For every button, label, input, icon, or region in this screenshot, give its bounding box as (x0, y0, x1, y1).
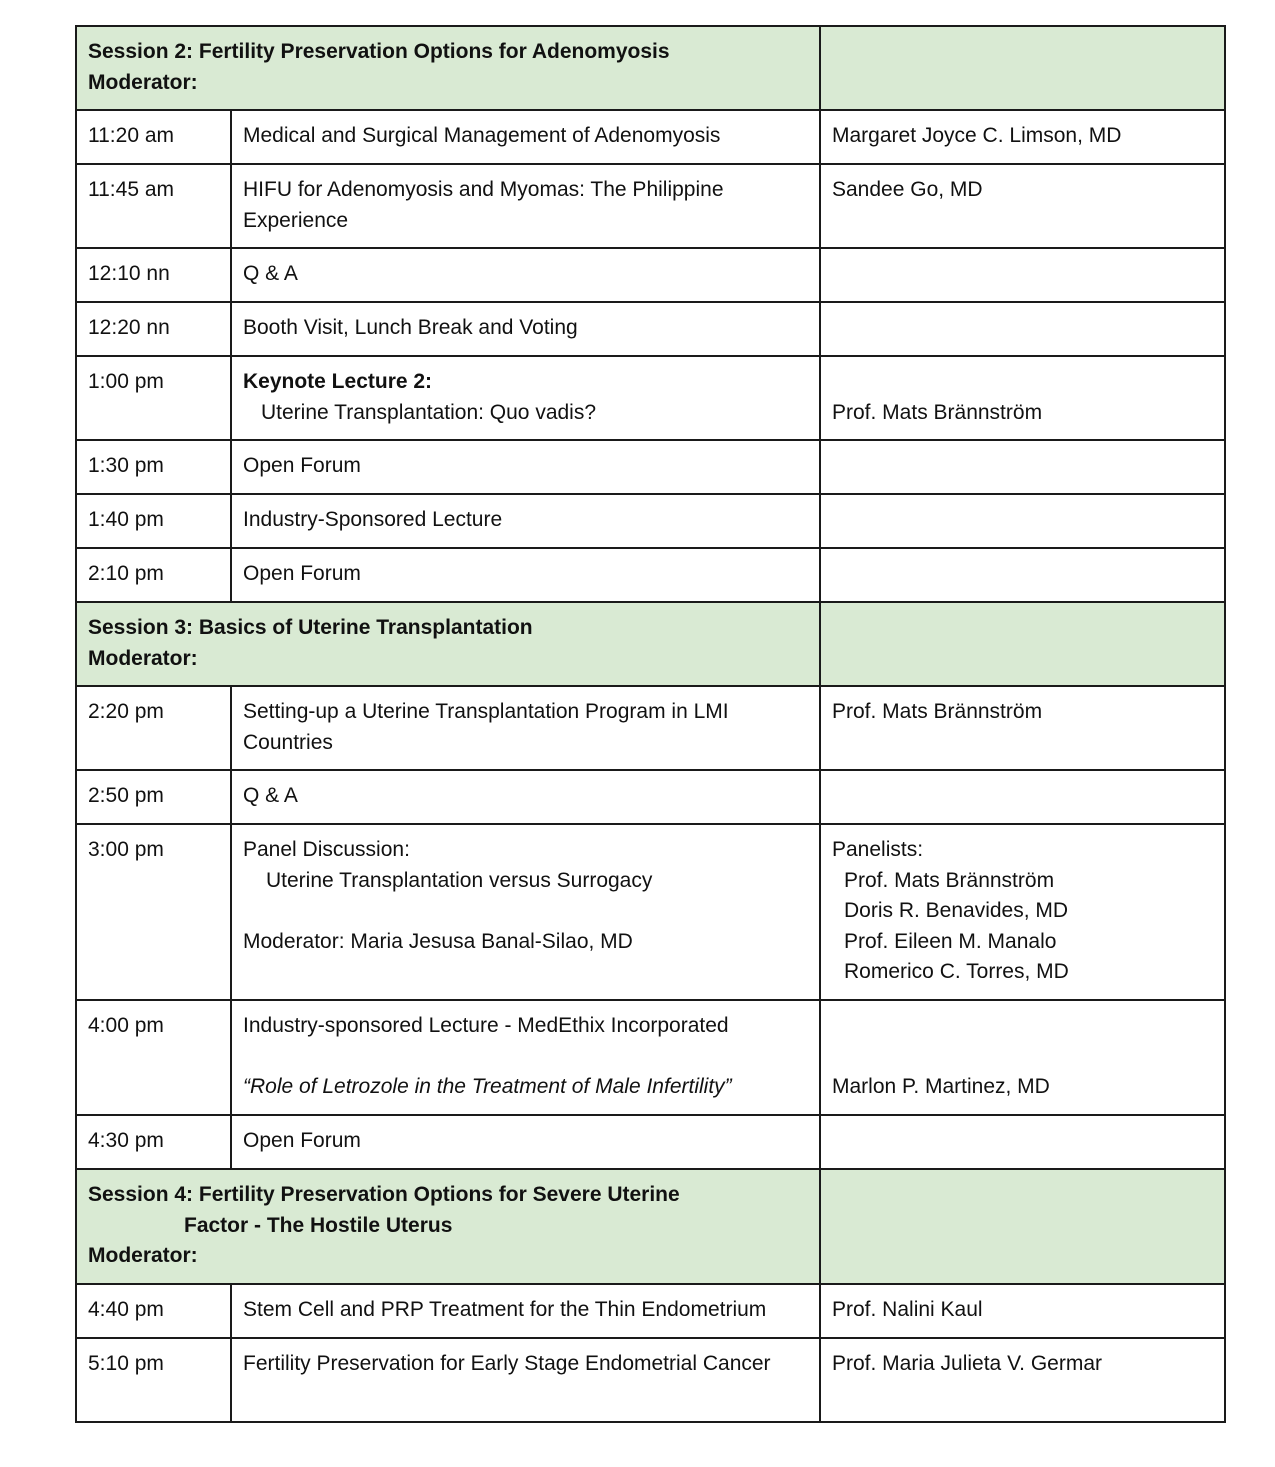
schedule-row (76, 494, 1225, 548)
session-moderator-label: Moderator: (88, 1244, 198, 1267)
industry-lecture-title: Industry-sponsored Lecture - MedEthix Incorporated (243, 1014, 729, 1037)
topic-cell (231, 1338, 820, 1422)
panelist-name: Prof. Mats Brännström (844, 868, 1055, 892)
session-title: Session 4: Fertility Preservation Options for Severe Uterine (88, 1183, 680, 1206)
topic-cell (231, 824, 820, 1000)
panelists-label: Panelists: (832, 838, 924, 861)
time-cell: 1:40 pm (76, 494, 231, 548)
time-cell: 3:00 pm (76, 824, 231, 1000)
time-cell: 2:50 pm (76, 770, 231, 824)
topic-cell: Open Forum (231, 1115, 820, 1169)
schedule-row (76, 164, 1225, 248)
industry-lecture-speaker: Marlon P. Martinez, MD (832, 1075, 1050, 1098)
topic-text: Setting-up a Uterine Transplantation Program in LMI Countries (243, 700, 729, 754)
time-cell: 2:10 pm (76, 548, 231, 602)
panel-topic: Uterine Transplantation versus Surrogacy (266, 868, 653, 892)
topic-text: Stem Cell and PRP Treatment for the Thin Endometrium (243, 1298, 767, 1321)
topic-cell: Booth Visit, Lunch Break and Voting (231, 302, 820, 356)
session-4-header-row (76, 1169, 1225, 1284)
session-4-title-cell (76, 1169, 820, 1284)
speaker-cell: Sandee Go, MD (820, 164, 1225, 248)
time-cell: 5:10 pm (76, 1338, 231, 1422)
topic-cell (231, 164, 820, 248)
schedule-row (76, 302, 1225, 356)
schedule-row (76, 686, 1225, 770)
time-cell: 11:45 am (76, 164, 231, 248)
speaker-cell (820, 1115, 1225, 1169)
speaker-cell (820, 440, 1225, 494)
keynote-label: Keynote Lecture 2: (243, 370, 433, 393)
speaker-cell: Prof. Nalini Kaul (820, 1284, 1225, 1338)
topic-cell (231, 110, 820, 164)
panel-discussion-row (76, 824, 1225, 1000)
schedule-row (76, 110, 1225, 164)
session-3-title-cell (76, 602, 820, 686)
topic-cell: Q & A (231, 248, 820, 302)
topic-cell: Q & A (231, 770, 820, 824)
schedule-row (76, 1338, 1225, 1422)
speaker-cell: Prof. Maria Julieta V. Germar (820, 1338, 1225, 1422)
speaker-cell (820, 248, 1225, 302)
speaker-cell (820, 356, 1225, 440)
keynote-row (76, 356, 1225, 440)
session-title-continued: Factor - The Hostile Uterus (184, 1213, 453, 1237)
schedule-row (76, 1284, 1225, 1338)
panelist-name: Prof. Eileen M. Manalo (844, 929, 1057, 953)
industry-lecture-subtitle: “Role of Letrozole in the Treatment of Male Infertility” (243, 1075, 732, 1098)
session-moderator-label: Moderator: (88, 646, 198, 670)
time-cell: 12:10 nn (76, 248, 231, 302)
speaker-cell (820, 494, 1225, 548)
topic-text: Fertility Preservation for Early Stage Endometrial Cancer (243, 1352, 771, 1375)
speaker-cell (820, 824, 1225, 1000)
schedule-row (76, 770, 1225, 824)
panelist-name: Doris R. Benavides, MD (844, 899, 1069, 922)
speaker-cell (820, 548, 1225, 602)
program-page (75, 25, 1224, 1423)
panel-label: Panel Discussion: (243, 838, 410, 861)
spacer (832, 367, 1214, 398)
panel-moderator: Moderator: Maria Jesusa Banal-Silao, MD (243, 929, 633, 953)
topic-cell: Open Forum (231, 548, 820, 602)
time-cell: 4:30 pm (76, 1115, 231, 1169)
keynote-title: Uterine Transplantation: Quo vadis? (261, 400, 597, 424)
schedule-row (76, 248, 1225, 302)
time-cell: 12:20 nn (76, 302, 231, 356)
time-cell: 1:00 pm (76, 356, 231, 440)
panelist-name: Romerico C. Torres, MD (844, 960, 1069, 983)
session-2-empty-cell (820, 26, 1225, 110)
time-cell: 2:20 pm (76, 686, 231, 770)
time-cell: 11:20 am (76, 110, 231, 164)
topic-cell (231, 1284, 820, 1338)
topic-cell (231, 1000, 820, 1115)
schedule-row (76, 440, 1225, 494)
time-cell: 4:40 pm (76, 1284, 231, 1338)
time-cell: 4:00 pm (76, 1000, 231, 1115)
session-3-empty-cell (820, 602, 1225, 686)
speaker-cell: Prof. Mats Brännström (820, 686, 1225, 770)
session-3-header-row (76, 602, 1225, 686)
schedule-row (76, 548, 1225, 602)
industry-lecture-row (76, 1000, 1225, 1115)
spacer (832, 1042, 1214, 1073)
session-2-title-cell (76, 26, 820, 110)
schedule-row (76, 1115, 1225, 1169)
topic-text: Medical and Surgical Management of Adenomyosis (243, 124, 721, 147)
speaker-cell (820, 1000, 1225, 1115)
spacer (832, 1011, 1214, 1042)
spacer (243, 1042, 809, 1073)
session-2-header-row (76, 26, 1225, 110)
topic-cell: Open Forum (231, 440, 820, 494)
speaker-cell (820, 302, 1225, 356)
session-moderator-label: Moderator: (88, 70, 198, 94)
topic-cell: Industry-Sponsored Lecture (231, 494, 820, 548)
session-title: Session 3: Basics of Uterine Transplantation (88, 616, 533, 639)
topic-cell (231, 356, 820, 440)
spacer (243, 896, 809, 927)
keynote-speaker: Prof. Mats Brännström (832, 400, 1043, 424)
topic-text: HIFU for Adenomyosis and Myomas: The Philippine Experience (243, 178, 724, 232)
speaker-cell (820, 770, 1225, 824)
session-title: Session 2: Fertility Preservation Options for Adenomyosis (88, 40, 670, 63)
session-4-empty-cell (820, 1169, 1225, 1284)
program-schedule-table (75, 25, 1226, 1423)
time-cell: 1:30 pm (76, 440, 231, 494)
topic-cell (231, 686, 820, 770)
speaker-cell: Margaret Joyce C. Limson, MD (820, 110, 1225, 164)
